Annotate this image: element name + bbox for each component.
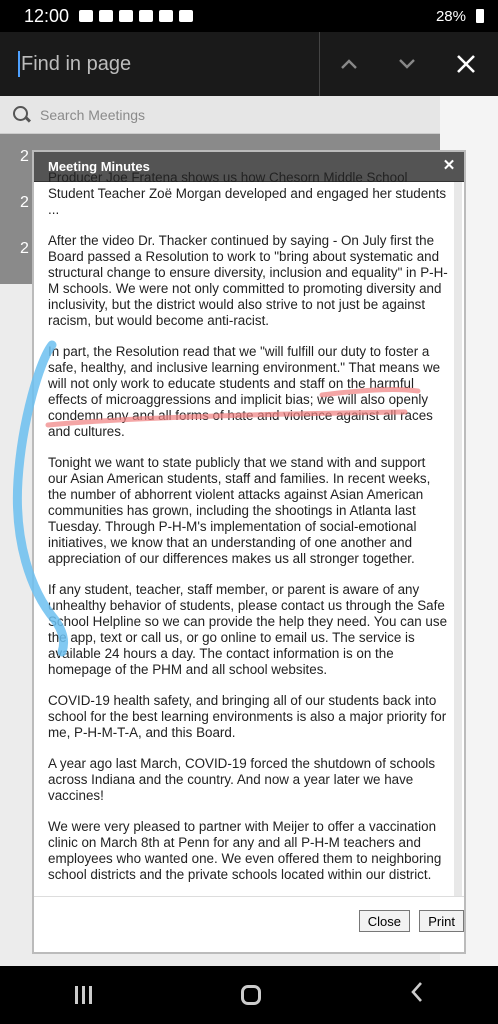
print-button[interactable]: Print [419, 910, 464, 932]
dialog-footer [34, 896, 464, 952]
close-icon[interactable] [436, 32, 496, 96]
search-icon [12, 105, 32, 125]
paragraph: In part, the Resolution read that we "will fulfill our duty to foster a safe, healthy, and inclusive learning environment." That means we will not only work to educate students and staff on the harmful effects of microaggressions and implicit bias; we will also openly condemn any and all forms of hate and violence against all races and cultures. [48, 344, 441, 439]
paragraph: If any student, teacher, staff member, or parent is aware of any unhealthy behavior of students, please contact us through the Safe School Helpline so we can provide the help they need. You can use the app, text or call us, or go online to email us. The service is available 24 hours a day. The contact information is on the homepage of the PHM and all school websites. [48, 582, 448, 677]
recents-icon[interactable] [75, 986, 92, 1004]
find-placeholder: Find in page [21, 52, 132, 75]
navigation-bar [0, 966, 498, 1024]
search-meetings-field[interactable] [0, 96, 498, 134]
minutes-content[interactable] [48, 170, 448, 900]
dialog-close-icon[interactable]: ✕ [442, 157, 456, 174]
paragraph: Producer Joe Fratena shows us how Chesorn Middle School Student Teacher Zoë Morgan developed and engaged her students ... [48, 170, 447, 217]
clock: 12:00 [24, 5, 70, 26]
paragraph: We were very pleased to partner with Meijer to offer a vaccination clinic on March 8th at Penn for any and all P-H-M teachers and employees who wanted one. We even offered them to neighboring school districts and the private schools located within our district. [48, 819, 442, 882]
meeting-row[interactable]: 2 [20, 194, 29, 211]
battery-icon [476, 9, 484, 23]
text-cursor [18, 51, 20, 77]
paragraph: COVID-19 health safety, and bringing all of our students back into school for the best learning environments is also a major priority for me, P-H-M-T-A, and this Board. [48, 693, 447, 740]
paragraph: After the video Dr. Thacker continued by saying - On July first the Board passed a Resolution to work to "bring about systematic and structural change to ensure diversity, inclusion and equality" in P-H-M schools. We were not only committed to promoting diversity and inclusivity, but the district would also strive to not just be against racism, but would become anti-racist. [48, 233, 448, 328]
home-icon[interactable] [241, 985, 261, 1005]
meeting-minutes-dialog [32, 150, 466, 954]
close-button[interactable]: Close [359, 910, 410, 932]
find-in-page-bar [0, 32, 498, 96]
meeting-row[interactable]: 2 [20, 240, 29, 257]
search-placeholder: Search Meetings [40, 106, 146, 123]
chevron-up-icon[interactable] [320, 32, 378, 96]
battery-percent: 28% [435, 7, 466, 25]
find-input[interactable] [0, 32, 320, 96]
scrollbar[interactable] [454, 182, 462, 900]
meeting-row[interactable]: 2 [20, 148, 29, 165]
paragraph: A year ago last March, COVID-19 forced the shutdown of schools across Indiana and the country. And now a year later we have vaccines! [48, 756, 436, 803]
paragraph: Tonight we want to state publicly that we stand with and support our Asian American students, staff and families. In recent weeks, the number of abhorrent violent attacks against Asian American communities has grown, including the shootings in Atlanta last Tuesday. Through P-H-M's implementation of social-emotional initiatives, we know that an understanding of one another and appreciation of our differences makes us all stronger together. [48, 455, 431, 566]
back-icon[interactable] [410, 981, 424, 1010]
system-icons [436, 8, 484, 25]
chevron-down-icon[interactable] [378, 32, 436, 96]
status-bar [0, 0, 498, 32]
dialog-title: Meeting Minutes [48, 159, 150, 174]
notification-icons [79, 10, 193, 22]
